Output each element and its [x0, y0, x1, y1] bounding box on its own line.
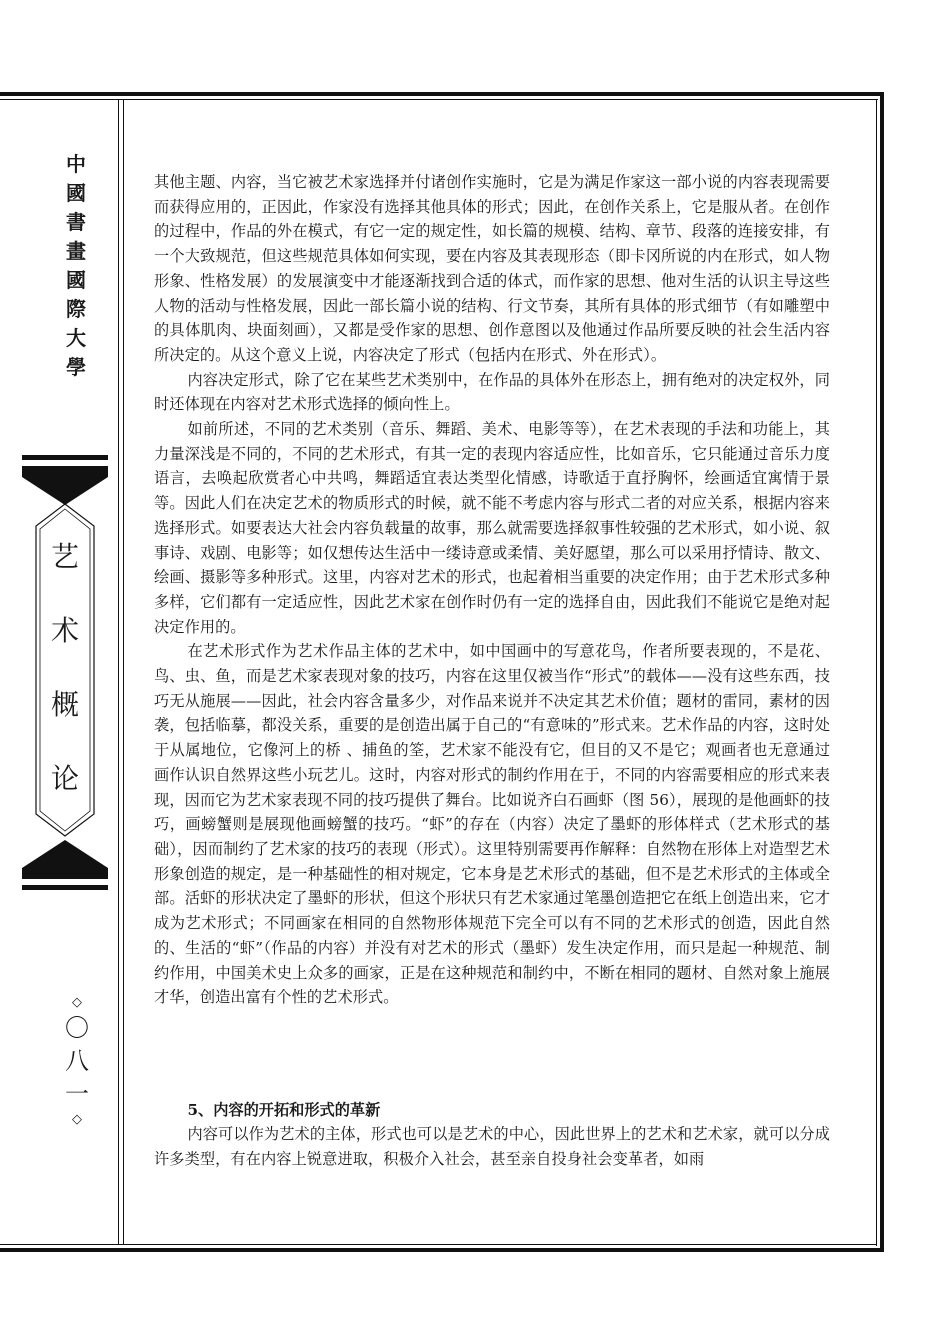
body-paragraph: 其他主题、内容，当它被艺术家选择并付诸创作实施时，它是为满足作家这一部小说的内容表现需要而获得应用的，正因此，作家没有选择其他具体的形式；因此，在创作关系上，它是服从者。在创作的过程中，作品的外在模式，有它一定的规定性，如长篇的规模、结构、章节、段落的连接安排，有一个大致规范，但这些规范具体如何实现，要在内容及其表现形态（即卡冈所说的内在形式，如人物形象、性格发展）的发展演变中才能逐渐找到合适的体式，而作家的思想、他对生活的认识主导这些人物的活动与性格发展，因此一部长篇小说的结构、行文节奏，其所有具体的形式细节（有如雕塑中的具体肌肉、块面刻画），又都是受作家的思想、创作意图以及他通过作品所要反映的社会生活内容所决定的。从这个意义上说，内容决定了形式（包括内在形式、外在形式）。	[154, 173, 830, 364]
school-char: 中	[66, 152, 86, 176]
frame-right-border	[880, 92, 884, 1252]
frame-bottom-inner-line	[0, 1244, 877, 1245]
school-char: 際	[66, 297, 86, 321]
page-number	[52, 994, 102, 1129]
body-paragraph: 内容决定形式，除了它在某些艺术类别中，在作品的具体外在形态上，拥有绝对的决定权外，同时还体现在内容对艺术形式选择的倾向性上。	[154, 370, 830, 414]
page-number-digit: 〇	[65, 1014, 89, 1042]
school-name	[54, 150, 98, 382]
sidebar-divider-inner	[123, 99, 124, 1245]
frame-top-border	[0, 92, 884, 96]
ornament-chevron-bottom	[22, 840, 108, 874]
school-char: 學	[66, 355, 86, 379]
school-char: 畫	[66, 239, 86, 263]
body-paragraph: 如前所述，不同的艺术类别（音乐、舞蹈、美术、电影等等），在艺术表现的手法和功能上，其力量深浅是不同的，不同的艺术形式，有其一定的表现内容适应性，比如音乐，它只能通过音乐力度语言，去唤起欣赏者心中共鸣，舞蹈适宜表达类型化情感，诗歌适于直抒胸怀，绘画适宜寓情于景等。因此人们在决定艺术的物质形式的时候，就不能不考虑内容与形式二者的对应关系，根据内容来选择形式。如要表达大社会内容负载量的故事，那么就需要选择叙事性较强的艺术形式，如小说、叙事诗、戏剧、电影等；如仅想传达生活中一缕诗意或柔情、美好愿望，那么可以采用抒情诗、散文、绘画、摄影等多种形式。这里，内容对艺术的形式，也起着相当重要的决定作用；由于艺术形式多种多样，它们都有一定适应性，因此艺术家在创作时仍有一定的选择自由，因此我们不能说它是绝对起决定作用的。	[154, 420, 830, 636]
school-char: 書	[66, 210, 86, 234]
title-ornament-bar	[22, 885, 108, 890]
page-number-digit: 八	[65, 1047, 89, 1075]
section-heading: 5、内容的开拓和形式的革新	[187, 1101, 381, 1119]
diamond-icon: ◇	[72, 995, 82, 1010]
body-paragraph: 内容可以作为艺术的主体，形式也可以是艺术的中心，因此世界上的艺术和艺术家，就可以分成许多类型，有在内容上锐意进取，积极介入社会，甚至亲自投身社会变革者，如雨	[154, 1125, 830, 1168]
title-ornament-bar	[22, 874, 108, 879]
sidebar-divider	[118, 99, 119, 1245]
title-ornament-bar	[22, 455, 108, 460]
book-title	[32, 520, 98, 816]
book-title-char: 概	[50, 688, 79, 721]
section-block	[154, 1098, 830, 1171]
school-char: 國	[66, 268, 86, 292]
diamond-icon: ◇	[72, 1112, 82, 1127]
book-title-char: 艺	[50, 540, 79, 573]
frame-right-inner-line	[876, 99, 877, 1246]
school-char: 大	[66, 326, 86, 350]
book-title-char: 论	[50, 762, 79, 795]
body-paragraph: 在艺术形式作为艺术作品主体的艺术中，如中国画中的写意花鸟，作者所要表现的，不是花、鸟、虫、鱼，而是艺术家表现对象的技巧，内容在这里仅被当作“形式”的载体——没有这些东西，技巧无从施展——因此，社会内容含量多少，对作品来说并不决定其艺术价值；题材的雷同，素材的因袭，包括临摹，都没关系，重要的是创造出属于自己的“有意味的”形式来。艺术作品的内容，这时处于从属地位，它像河上的桥 、捕鱼的筌，艺术家不能没有它，但目的又不是它；观画者也无意通过画作认识自然界这些小玩艺儿。这时，内容对形式的制约作用在于，不同的内容需要相应的形式来表现，因而它为艺术家表现不同的技巧提供了舞台。比如说齐白石画虾（图 56），展现的是他画虾的技巧，画螃蟹则是展现他画螃蟹的技巧。“虾”的存在（内容）决定了墨虾的形体样式（艺术形式的基础），因而制约了艺术家的技巧的表现（形式）。这里特别需要再作解释：自然物在形体上对造型艺术形象创造的规定，是一种基础性的相对规定，它本身是艺术形式的基础，但不是艺术形式的主体或全部。活虾的形状决定了墨虾的形状，但这个形状只有艺术家通过笔墨创造把它在纸上创造出来，它才成为艺术形式；不同画家在相同的自然物形体规范下完全可以有不同的艺术形式的创造，因此自然的、生活的“虾”（作品的内容）并没有对艺术的形式（墨虾）发生决定作用，而只是起一种规范、制约作用，中国美术史上众多的画家，正是在这种规范和制约中，不断在相同的题材、自然对象上施展才华，创造出富有个性的艺术形式。	[154, 642, 830, 1007]
main-text	[154, 170, 830, 1168]
page-number-digit: 一	[65, 1080, 89, 1108]
frame-bottom-border	[0, 1248, 884, 1252]
school-char: 國	[66, 181, 86, 205]
book-title-char: 术	[50, 614, 79, 647]
frame-top-inner-line	[0, 99, 878, 100]
